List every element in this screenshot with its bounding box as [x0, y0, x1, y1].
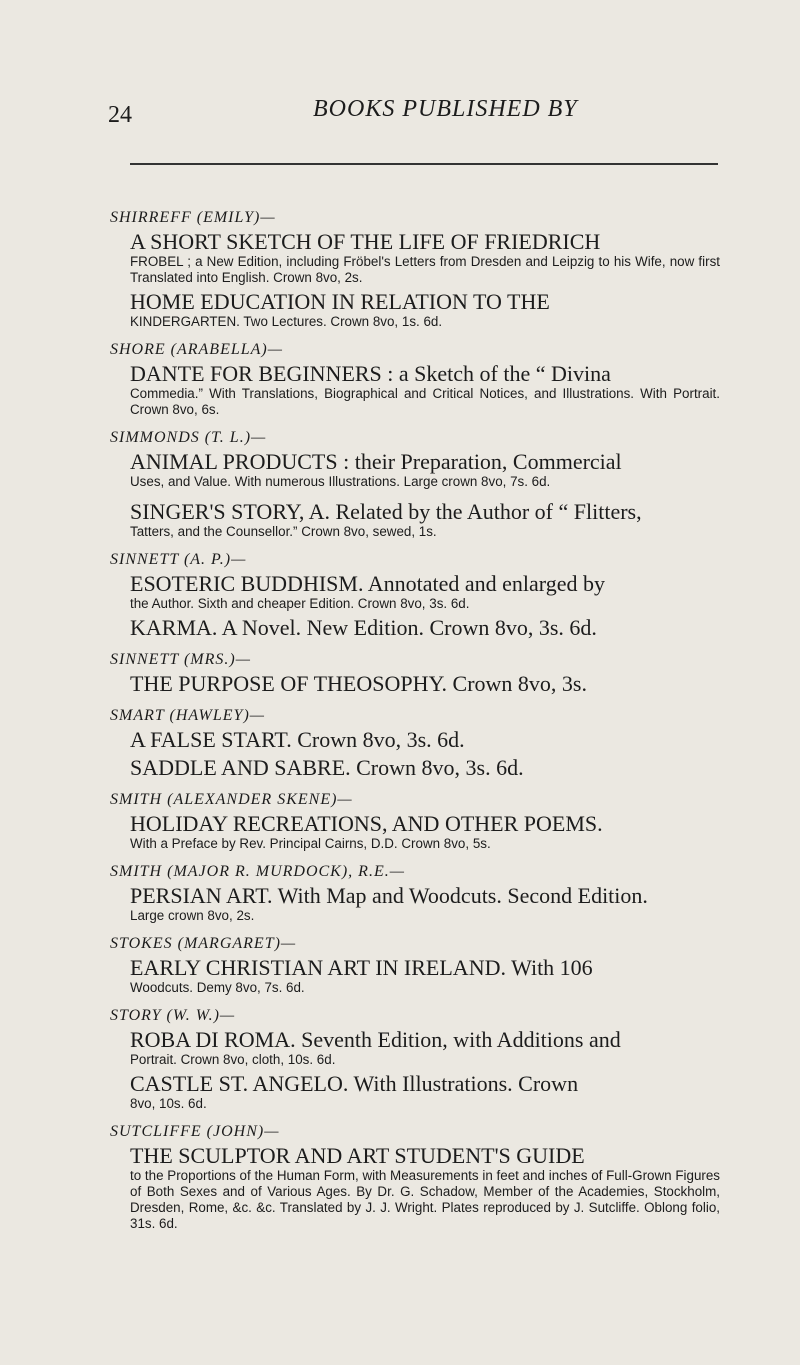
- author-heading: STOKES (MARGARET)—: [110, 935, 297, 952]
- book-title: EARLY CHRISTIAN ART IN IRELAND. With 106: [130, 955, 593, 980]
- book-entry: [110, 290, 720, 330]
- book-title: ROBA DI ROMA. Seventh Edition, with Additions and: [130, 1027, 621, 1052]
- author-section: [110, 790, 720, 852]
- book-title: THE SCULPTOR AND ART STUDENT'S GUIDE: [130, 1143, 585, 1168]
- book-description: the Author. Sixth and cheaper Edition. Crown 8vo, 3s. 6d.: [130, 596, 470, 611]
- book-entry: [110, 672, 720, 696]
- running-title: BOOKS PUBLISHED BY: [313, 96, 578, 122]
- book-entry: [110, 500, 720, 540]
- book-title: KARMA. A Novel. New Edition. Crown 8vo, 3s. 6d.: [130, 615, 597, 640]
- author-section: [110, 428, 720, 490]
- book-entry: [110, 884, 720, 924]
- author-heading: SHIRREFF (EMILY)—: [110, 209, 276, 226]
- header-rule: [130, 163, 718, 165]
- author-heading: SUTCLIFFE (JOHN)—: [110, 1123, 280, 1140]
- author-heading: STORY (W. W.)—: [110, 1007, 236, 1024]
- book-description: FROBEL ; a New Edition, including Fröbel's Letters from Dresden and Leipzig to his Wife, now first Translated into English. Crown 8vo, 2s.: [130, 254, 720, 285]
- book-title: DANTE FOR BEGINNERS : a Sketch of the “ Divina: [130, 361, 611, 386]
- book-description: Woodcuts. Demy 8vo, 7s. 6d.: [130, 980, 305, 995]
- book-description: 8vo, 10s. 6d.: [130, 1096, 207, 1111]
- book-title: HOME EDUCATION IN RELATION TO THE: [130, 289, 550, 314]
- book-title: PERSIAN ART. With Map and Woodcuts. Second Edition.: [130, 883, 648, 908]
- book-description: Commedia.” With Translations, Biographical and Critical Notices, and Illustrations. With Portrait. Crown 8vo, 6s.: [130, 386, 720, 417]
- book-entry: [110, 756, 720, 780]
- author-heading: SMART (HAWLEY)—: [110, 707, 265, 724]
- author-section: [110, 500, 720, 540]
- book-entry: [110, 812, 720, 852]
- author-heading: SINNETT (A. P.)—: [110, 551, 247, 568]
- author-heading: SMITH (MAJOR R. MURDOCK), R.E.—: [110, 863, 405, 880]
- book-entry: [110, 572, 720, 612]
- author-section: [110, 1006, 720, 1112]
- author-section: [110, 1122, 720, 1232]
- book-entry: [110, 1072, 720, 1112]
- book-entry: [110, 728, 720, 752]
- book-entry: [110, 956, 720, 996]
- book-entry: [110, 362, 720, 418]
- book-description: Tatters, and the Counsellor.” Crown 8vo, sewed, 1s.: [130, 524, 437, 539]
- catalogue-list: [110, 208, 720, 1232]
- book-description: Portrait. Crown 8vo, cloth, 10s. 6d.: [130, 1052, 336, 1067]
- author-section: [110, 862, 720, 924]
- book-description: Uses, and Value. With numerous Illustrations. Large crown 8vo, 7s. 6d.: [130, 474, 551, 489]
- author-section: [110, 208, 720, 330]
- author-section: [110, 340, 720, 418]
- author-section: [110, 934, 720, 996]
- author-section: [110, 550, 720, 640]
- book-entry: [110, 1028, 720, 1068]
- author-section: [110, 706, 720, 780]
- book-description: With a Preface by Rev. Principal Cairns, D.D. Crown 8vo, 5s.: [130, 836, 491, 851]
- book-entry: [110, 230, 720, 286]
- book-title: A FALSE START. Crown 8vo, 3s. 6d.: [130, 727, 465, 752]
- book-title: HOLIDAY RECREATIONS, AND OTHER POEMS.: [130, 811, 603, 836]
- book-entry: [110, 1144, 720, 1232]
- page-number: 24: [108, 102, 132, 128]
- book-description: to the Proportions of the Human Form, with Measurements in feet and inches of Full-Grown Figures of Both Sexes and of Various Ages. By Dr. G. Schadow, Member of the Academies, Stockholm, Dresden, Rome, &c. &c. Translated by J. J. Wright. Plates reproduced by J. Sutcliffe. Oblong folio, 31s. 6d.: [130, 1168, 720, 1231]
- book-description: KINDERGARTEN. Two Lectures. Crown 8vo, 1s. 6d.: [130, 314, 443, 329]
- book-title: SINGER'S STORY, A. Related by the Author of “ Flitters,: [130, 499, 642, 524]
- book-title: ESOTERIC BUDDHISM. Annotated and enlarged by: [130, 571, 605, 596]
- author-heading: SMITH (ALEXANDER SKENE)—: [110, 791, 353, 808]
- author-section: [110, 650, 720, 696]
- book-entry: [110, 616, 720, 640]
- book-title: CASTLE ST. ANGELO. With Illustrations. Crown: [130, 1071, 579, 1096]
- page-header: [0, 92, 800, 132]
- book-entry: [110, 450, 720, 490]
- book-title: A SHORT SKETCH OF THE LIFE OF FRIEDRICH: [130, 229, 601, 254]
- author-heading: SINNETT (MRS.)—: [110, 651, 251, 668]
- author-heading: SHORE (ARABELLA)—: [110, 341, 283, 358]
- book-description: Large crown 8vo, 2s.: [130, 908, 255, 923]
- book-title: ANIMAL PRODUCTS : their Preparation, Commercial: [130, 449, 622, 474]
- book-title: THE PURPOSE OF THEOSOPHY. Crown 8vo, 3s.: [130, 671, 587, 696]
- author-heading: SIMMONDS (T. L.)—: [110, 429, 267, 446]
- book-title: SADDLE AND SABRE. Crown 8vo, 3s. 6d.: [130, 755, 524, 780]
